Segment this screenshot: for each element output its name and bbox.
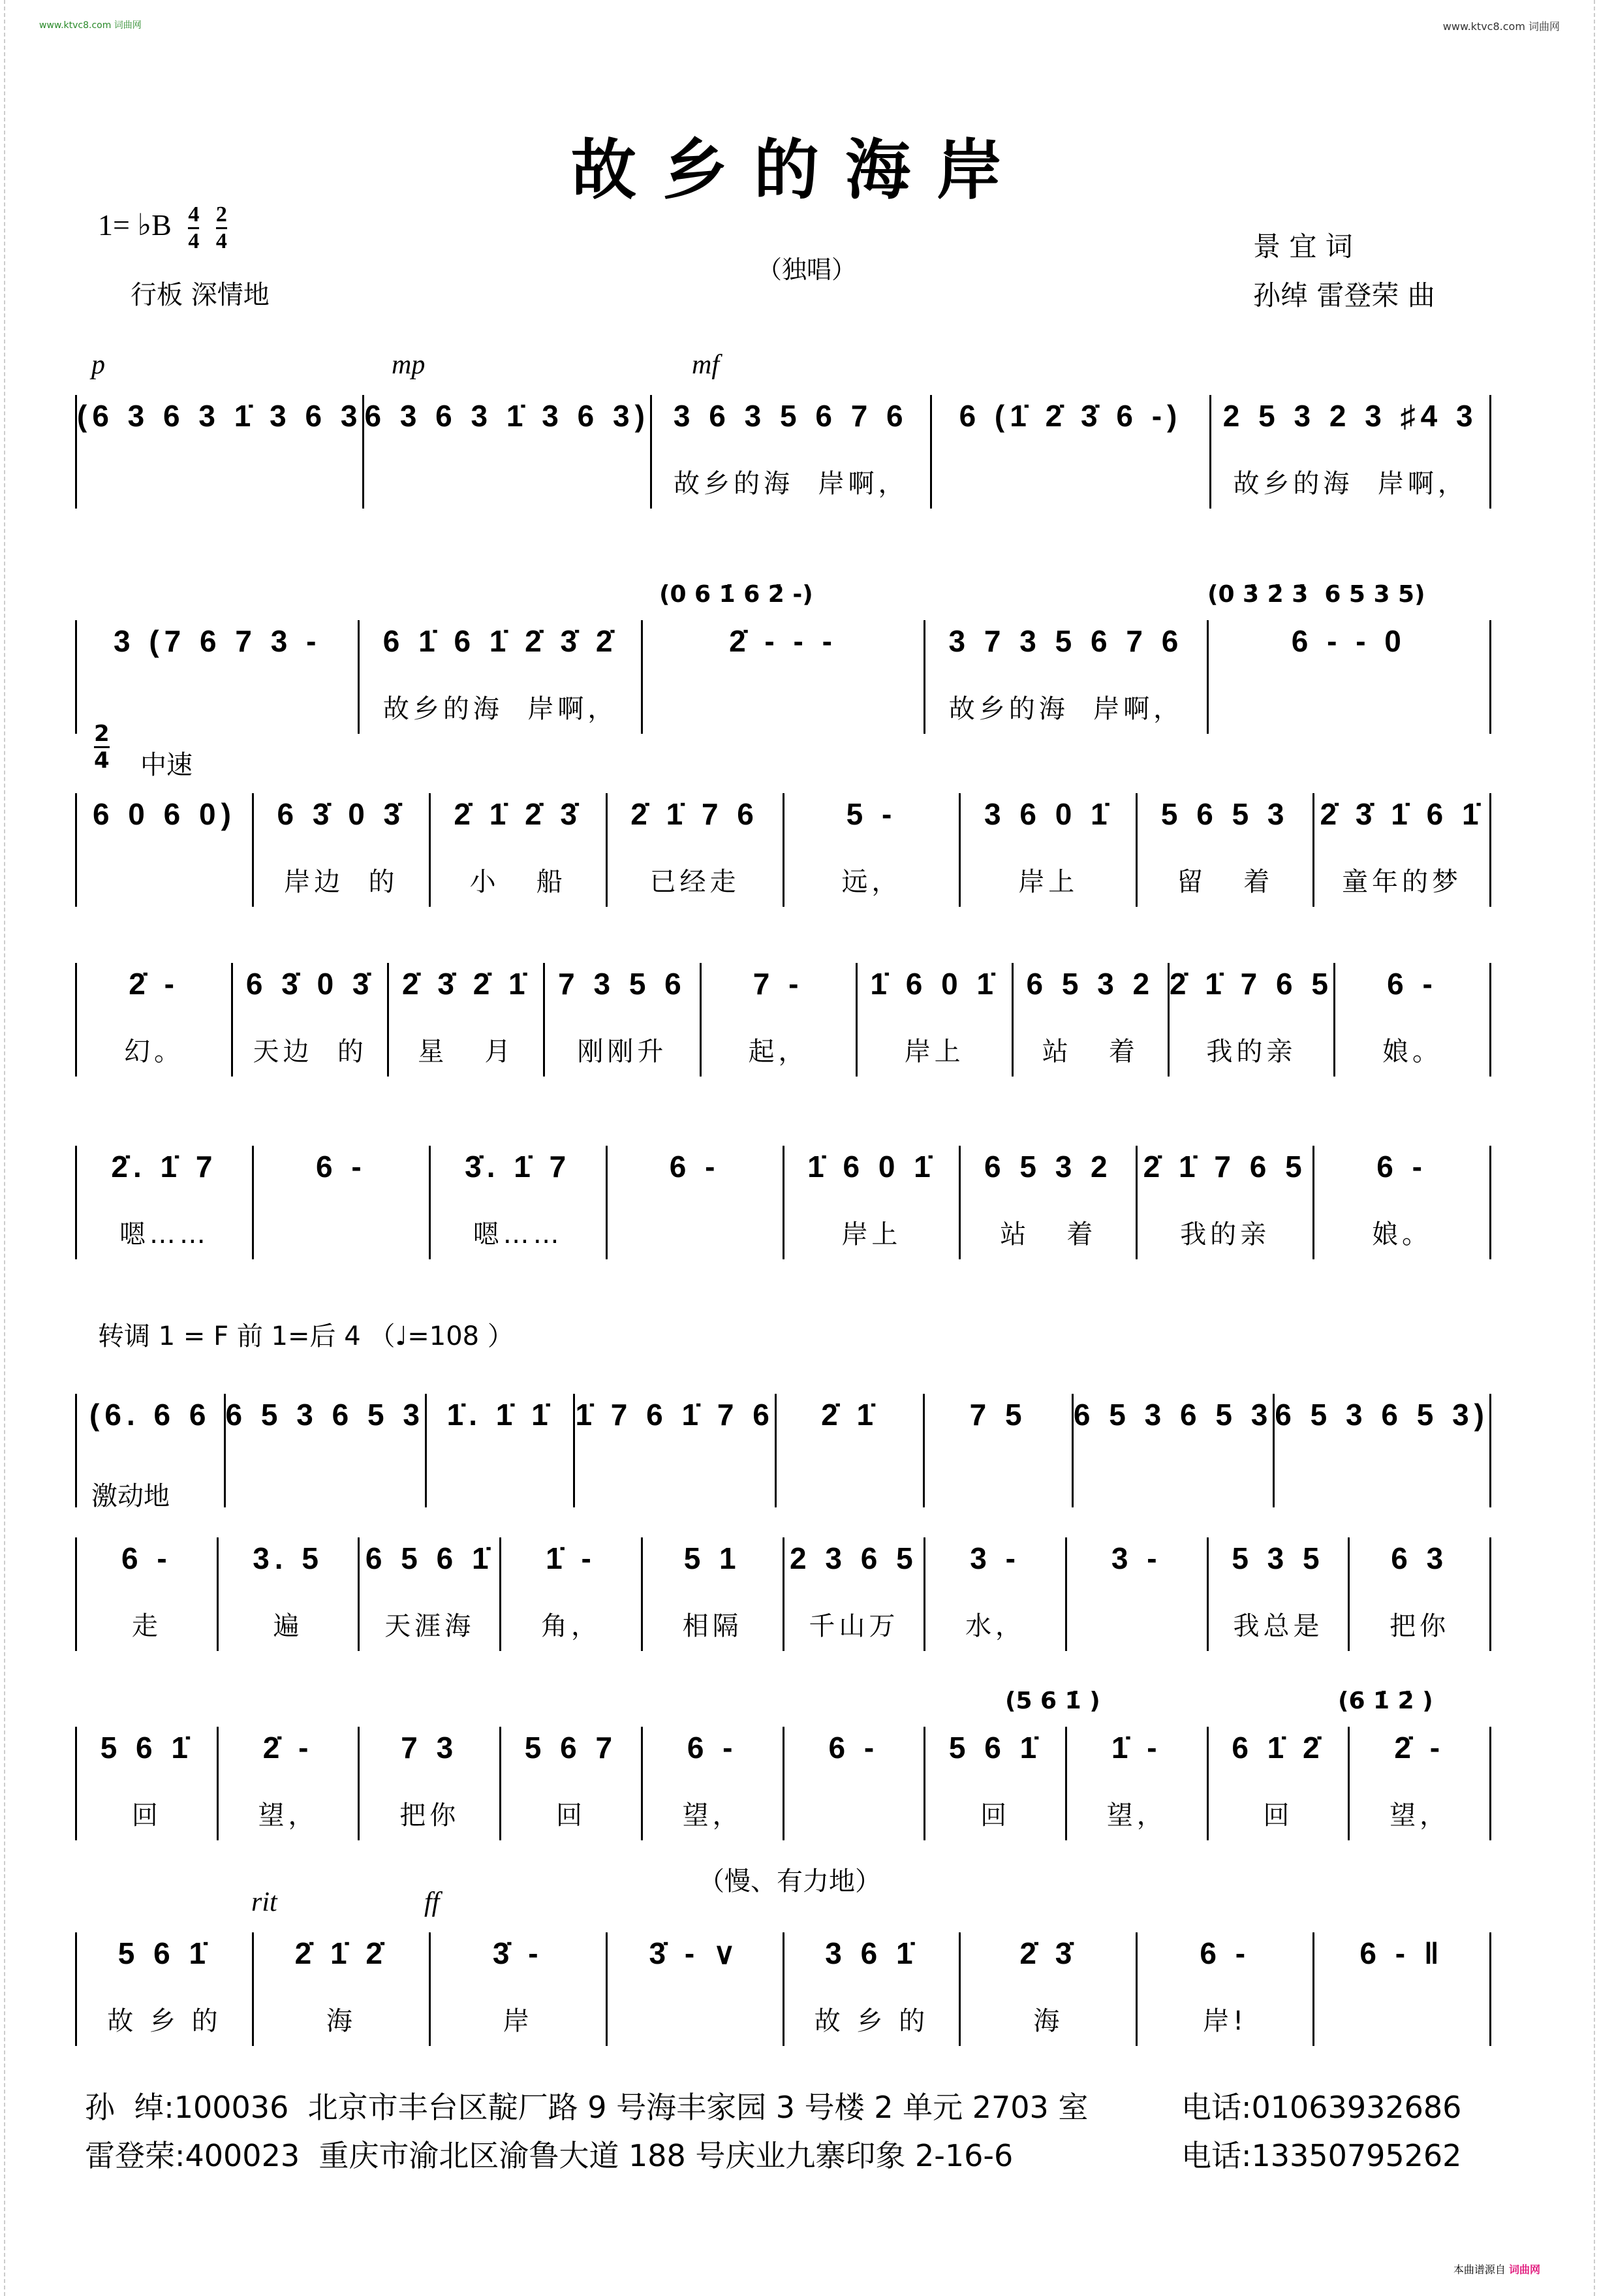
measure-lyrics: 望， [1389, 1801, 1450, 1831]
measure-notes: 3. 5 [253, 1541, 324, 1575]
measure [75, 620, 360, 734]
measure-lyrics: 故乡的海 岸啊， [1233, 469, 1468, 499]
measure-lyrics [1209, 688, 1489, 734]
measure-lyrics: 故乡的海 岸啊， [382, 694, 618, 724]
measure-notes: 3̇. 1̇ 7 [465, 1150, 572, 1184]
measure-lyrics: 把你 [1389, 1611, 1450, 1641]
measure-lyrics: 岸上 [904, 1037, 965, 1067]
source-site: 词曲网 [1508, 2263, 1540, 2276]
measure-lyrics: 嗯…… [119, 1219, 210, 1250]
row-label: 激动地 [91, 1481, 170, 1511]
measure-notes: 5 6 1̇ [948, 1731, 1042, 1765]
measure-notes: 5 - [846, 797, 897, 831]
measure-lyrics: 天边 的 [253, 1037, 367, 1067]
measure-notes: 6 5 3 6 5 3 [225, 1398, 425, 1432]
measure-lyrics: 故乡的海 岸啊， [948, 694, 1184, 724]
measure-lyrics [932, 463, 1210, 509]
measure-lyrics: 留 着 [1177, 867, 1274, 897]
measure-notes: 6 (1̇ 2̇ 3̇ 6 -) [959, 399, 1183, 433]
staff-row [75, 1727, 1491, 1840]
measure [427, 1394, 576, 1507]
measure-notes: 3 - [1111, 1541, 1162, 1575]
measure-lyrics: 相隔 [682, 1611, 743, 1641]
measure [784, 793, 961, 907]
measure-lyrics: 遍 [273, 1611, 303, 1641]
row-label: 中速 [140, 750, 193, 780]
measure [1138, 1146, 1314, 1259]
measure-notes: 2̇ 1̇ 2̇ [294, 1936, 388, 1970]
measure-lyrics: 海 [1033, 2006, 1064, 2036]
measure [75, 963, 233, 1077]
measure-notes: 1̇. 1̇ 1̇ [446, 1398, 553, 1432]
measure [360, 1537, 501, 1651]
ts-bottom: 4 [188, 229, 200, 253]
measure-notes: 6 5 3 2 [984, 1150, 1113, 1184]
measure-lyrics: 天涯海 [384, 1611, 475, 1641]
bracketed-notes: (0 3̇ 2̇ 3̇ 6 5 3 5) [1207, 581, 1425, 608]
measure-notes: 3 6 3 5 6 7 6 [673, 399, 908, 433]
dynamic-marking: rit [251, 1887, 277, 1917]
measure-lyrics: 嗯…… [473, 1219, 563, 1250]
measure-lyrics: 岸边 的 [284, 867, 399, 897]
measure-lyrics: 我的亲 [1206, 1037, 1297, 1067]
measure-notes: 3 (7 6 7 3 - [113, 624, 322, 658]
measure [1314, 793, 1491, 907]
ts-bottom: 4 [94, 747, 110, 774]
measure-notes: 1̇ - [1111, 1731, 1162, 1765]
measure-notes: 7 5 [969, 1398, 1027, 1432]
measure [545, 963, 701, 1077]
measure [501, 1537, 643, 1651]
ts-bottom: 4 [215, 229, 227, 253]
measure-lyrics: 岸! [1203, 2006, 1248, 2036]
measure-notes: 6 - - 0 [1291, 624, 1406, 658]
dynamic-marking: ff [424, 1887, 440, 1917]
measure-notes: 3̇ - ∨ [649, 1936, 741, 1970]
measure-lyrics [77, 861, 252, 907]
footer-phone-2: 电话:13350795262 [1181, 2138, 1462, 2173]
measure-lyrics [1275, 1462, 1489, 1507]
measure-notes: 6 3 6 3 1̇ 3 6 3) [364, 399, 650, 433]
measure-notes: 1̇ 6 0 1̇ [870, 967, 999, 1001]
measure [1275, 1394, 1491, 1507]
measure [925, 620, 1208, 734]
measure [75, 1932, 254, 2046]
measure-lyrics: 望， [1106, 1801, 1167, 1831]
measure-lyrics: 故乡的海 岸啊， [674, 469, 908, 499]
measure-notes: 7 - [753, 967, 804, 1001]
measure-lyrics: 回 [1263, 1801, 1294, 1831]
bracketed-notes: (0 6 1̇ 6 2̇ -) [659, 581, 813, 608]
measure [1067, 1727, 1209, 1840]
time-signature-2 [216, 202, 227, 254]
measure-notes: 6 1̇ 2̇ [1232, 1731, 1325, 1765]
measure [1209, 1537, 1350, 1651]
measure-notes: 1̇ 7 6 1̇ 7 6 [575, 1398, 775, 1432]
measure [364, 395, 651, 509]
measure [75, 395, 364, 509]
measure [1350, 1537, 1491, 1651]
measure-notes: 6 5 3 2 [1026, 967, 1155, 1001]
measure [254, 1146, 431, 1259]
measure-notes: 6 - [121, 1541, 172, 1575]
measure-lyrics: 童年的梦 [1342, 867, 1463, 897]
staff-row [75, 1394, 1491, 1507]
measure [1170, 963, 1335, 1077]
composer: 孙绰 雷登荣 曲 [1253, 279, 1435, 311]
measure [360, 620, 642, 734]
measure [961, 1932, 1138, 2046]
measure [784, 1727, 926, 1840]
measure-lyrics: 回 [980, 1801, 1011, 1831]
measure-lyrics: 娘。 [1372, 1219, 1433, 1250]
key-label: 1= ♭B [98, 208, 172, 242]
measure-lyrics: 刚刚升 [577, 1037, 668, 1067]
measure [233, 963, 389, 1077]
measure-notes: 6 - [687, 1731, 738, 1765]
measure-notes: 5 6 7 [524, 1731, 618, 1765]
measure [608, 1932, 784, 2046]
measure [1211, 395, 1491, 509]
measure-notes: 2̇ 1̇ 2̇ 3̇ [454, 797, 583, 831]
measure-notes: 2̇ - [262, 1731, 314, 1765]
time-signature-change [94, 721, 110, 773]
measure [702, 963, 858, 1077]
measure-notes: 6 - [1200, 1936, 1251, 1970]
watermark-left: www.ktvc8.com 词曲网 [39, 20, 142, 31]
measure [925, 1537, 1067, 1651]
measure [226, 1394, 427, 1507]
measure-notes: 6 5 3 6 5 3) [1275, 1398, 1489, 1432]
measure-notes: 5 6 5 3 [1160, 797, 1290, 831]
measure [360, 1727, 501, 1840]
measure [431, 793, 608, 907]
measure-lyrics: 小 船 [469, 867, 567, 897]
measure [925, 1394, 1074, 1507]
measure-lyrics: 岸上 [841, 1219, 902, 1250]
measure-notes: 2̇ - [129, 967, 179, 1001]
measure-lyrics [1074, 1462, 1273, 1507]
measure-lyrics: 站 着 [1000, 1219, 1097, 1250]
measure [1209, 620, 1491, 734]
measure [254, 1932, 431, 2046]
measure-lyrics: 星 月 [418, 1037, 515, 1067]
measure-lyrics: 已经走 [649, 867, 740, 897]
measure [961, 793, 1138, 907]
measure [777, 1394, 925, 1507]
measure-lyrics: 起， [748, 1037, 809, 1067]
row-label: 转调 1 = F 前 1=后 4 （♩=108 ） [98, 1321, 514, 1351]
measure [643, 620, 925, 734]
source-label: 本曲谱源自 [1453, 2263, 1506, 2276]
measure [1335, 963, 1491, 1077]
measure-lyrics: 站 着 [1042, 1037, 1139, 1067]
staff-row [75, 963, 1491, 1077]
measure [643, 1537, 784, 1651]
measure-notes: 7 3 [401, 1731, 459, 1765]
measure-notes: 6 - [669, 1150, 721, 1184]
footer-address-2: 雷登荣:400023 重庆市渝北区渝鲁大道 188 号庆业九寨印象 2-16-6 [85, 2138, 1014, 2173]
measure-lyrics [1314, 2000, 1489, 2046]
measure-notes: 3 6 1̇ [825, 1936, 918, 1970]
measure-lyrics: 故 乡 的 [814, 2006, 929, 2036]
measure-notes: 6 5 6 1̇ [365, 1541, 494, 1575]
measure-lyrics [427, 1462, 574, 1507]
measure-lyrics [608, 2000, 783, 2046]
measure-notes: 3 7 3 5 6 7 6 [948, 624, 1184, 658]
measure-lyrics [77, 463, 362, 509]
measure [75, 1146, 254, 1259]
dynamic-marking: mf [692, 350, 719, 380]
measure [1074, 1394, 1275, 1507]
performance-type: （独唱） [757, 255, 857, 284]
measure-lyrics [608, 1214, 783, 1259]
staff-row [75, 395, 1491, 509]
measure [784, 1146, 961, 1259]
footer-phone-1: 电话:01063932686 [1181, 2090, 1462, 2125]
measure [219, 1537, 360, 1651]
measure-notes: 1̇ 6 0 1̇ [807, 1150, 936, 1184]
measure-lyrics [784, 1795, 924, 1840]
watermark-right: www.ktvc8.com 词曲网 [1442, 20, 1560, 33]
measure-lyrics [575, 1462, 774, 1507]
measure-notes: 5 3 5 [1232, 1541, 1325, 1575]
measure-notes: 5 6 1̇ [117, 1936, 211, 1970]
measure-lyrics: 海 [326, 2006, 356, 2036]
measure [75, 1727, 219, 1840]
measure-lyrics: 岸 [503, 2006, 533, 2036]
measure-notes: 1̇ - [546, 1541, 597, 1575]
measure-lyrics: 角， [540, 1611, 601, 1641]
measure-lyrics [925, 1462, 1072, 1507]
measure-notes: 6 - [828, 1731, 880, 1765]
measure-notes: 6 - [315, 1150, 367, 1184]
measure-notes: 2̇ 1̇ 7 6 [630, 797, 759, 831]
measure-lyrics [364, 463, 649, 509]
measure [925, 1727, 1067, 1840]
measure [643, 1727, 784, 1840]
measure-lyrics: 岸上 [1018, 867, 1079, 897]
row-label: （慢、有力地） [698, 1866, 881, 1896]
measure [784, 1932, 961, 2046]
measure-notes: 6 1̇ 6 1̇ 2̇ 3̇ 2̇ [382, 624, 618, 658]
measure [431, 1146, 608, 1259]
measure [608, 793, 784, 907]
measure-notes: 6 - [1387, 967, 1438, 1001]
staff-row [75, 1537, 1491, 1651]
ts-top: 4 [188, 202, 199, 229]
measure [1314, 1146, 1491, 1259]
measure-lyrics: 回 [555, 1801, 586, 1831]
measure-notes: (6 3 6 3 1̇ 3 6 3 [77, 399, 363, 433]
song-title: 故乡的海岸 [571, 132, 1028, 208]
key-signature [98, 202, 227, 254]
measure-lyrics [226, 1462, 425, 1507]
bracketed-notes: (5 6 1̇ ) [1005, 1688, 1100, 1714]
measure-notes: 2 3 6 5 [790, 1541, 918, 1575]
measure-notes: 3 - [970, 1541, 1021, 1575]
measure-lyrics: 娘。 [1382, 1037, 1442, 1067]
measure-notes: 2̇ 3̇ 2̇ 1̇ [401, 967, 531, 1001]
measure [608, 1146, 784, 1259]
measure-notes: 2̇ - - - [729, 624, 837, 658]
measure [431, 1932, 608, 2046]
ts-top: 2 [216, 202, 227, 229]
measure-notes: 2̇ 1̇ [821, 1398, 879, 1432]
measure-notes: 5 6 1̇ [100, 1731, 193, 1765]
measure-lyrics: 回 [131, 1801, 162, 1831]
measure [501, 1727, 643, 1840]
measure-notes: 5 1 [683, 1541, 741, 1575]
measure [1067, 1537, 1209, 1651]
footer-address-1: 孙 绰:100036 北京市丰台区靛厂路 9 号海丰家园 3 号楼 2 单元 2703 室 [85, 2090, 1089, 2125]
measure-lyrics: 水， [965, 1611, 1026, 1641]
measure-notes: 3̇ - [492, 1936, 544, 1970]
measure [1138, 1932, 1314, 2046]
lyricist: 景 宜 词 [1253, 230, 1353, 262]
measure-notes: 3 6 0 1̇ [984, 797, 1113, 831]
measure [858, 963, 1014, 1077]
measure [254, 793, 431, 907]
measure-lyrics [254, 1214, 429, 1259]
measure-notes: 2̇ 3̇ [1019, 1936, 1078, 1970]
measure-lyrics [777, 1462, 924, 1507]
measure-notes: 6 3 [1391, 1541, 1449, 1575]
measure [389, 963, 545, 1077]
measure-notes: 2̇ 3̇ 1̇ 6 1̇ [1320, 797, 1484, 831]
staff-row [75, 793, 1491, 907]
measure-lyrics [1067, 1605, 1207, 1651]
staff-row [75, 1146, 1491, 1259]
measure [1014, 963, 1170, 1077]
measure [1209, 1727, 1350, 1840]
measure-lyrics [643, 688, 924, 734]
tempo-marking: 行板 深情地 [131, 280, 270, 310]
measure [575, 1394, 776, 1507]
measure [75, 1537, 219, 1651]
measure-lyrics: 走 [131, 1611, 162, 1641]
measure-notes: 2 5 3 2 3 ♯4 3 [1222, 399, 1478, 433]
measure-notes: 6 5 3 6 5 3 [1073, 1398, 1273, 1432]
measure-notes: 6 3̇ 0 3̇ [245, 967, 375, 1001]
measure [932, 395, 1212, 509]
measure [1314, 1932, 1491, 2046]
measure-notes: 6 3̇ 0 3̇ [277, 797, 406, 831]
measure-lyrics: 故 乡 的 [107, 2006, 222, 2036]
measure [1138, 793, 1314, 907]
bracketed-notes: (6 1̇ 2̇ ) [1338, 1688, 1433, 1714]
measure-lyrics: 把你 [399, 1801, 460, 1831]
measure-lyrics: 千山万 [809, 1611, 899, 1641]
measure-lyrics: 幻。 [124, 1037, 185, 1067]
ts-top: 2 [94, 721, 110, 747]
measure-notes: 6 0 6 0) [92, 797, 236, 831]
measure-lyrics: 我的亲 [1180, 1219, 1271, 1250]
measure-lyrics: 望， [258, 1801, 318, 1831]
measure-notes: 2̇ 1̇ 7 6 5 [1143, 1150, 1307, 1184]
measure [219, 1727, 360, 1840]
measure [75, 793, 254, 907]
source-note [1453, 2261, 1540, 2276]
measure-notes: 6 - ‖ [1359, 1936, 1444, 1970]
measure [784, 1537, 926, 1651]
measure-notes: 6 - [1376, 1150, 1427, 1184]
measure-notes: 7 3 5 6 [558, 967, 687, 1001]
measure-lyrics: 我总是 [1233, 1611, 1324, 1641]
measure-notes: 2̇. 1̇ 7 [111, 1150, 218, 1184]
time-signature-1 [188, 202, 199, 254]
page-edge-right [1594, 0, 1595, 2296]
measure-notes: (6. 6 6 [89, 1398, 211, 1432]
measure [652, 395, 932, 509]
page-edge-left [4, 0, 5, 2296]
measure-lyrics: 远， [841, 867, 902, 897]
measure-notes: 2̇ - [1394, 1731, 1446, 1765]
measure-lyrics: 望， [682, 1801, 743, 1831]
measure [961, 1146, 1138, 1259]
staff-row [75, 1932, 1491, 2046]
measure-notes: 2̇ 1̇ 7 6 5 [1169, 967, 1333, 1001]
dynamic-marking: mp [392, 350, 426, 380]
staff-row [75, 620, 1491, 734]
dynamic-marking: p [91, 350, 105, 380]
measure [1350, 1727, 1491, 1840]
measure-lyrics [77, 688, 358, 734]
